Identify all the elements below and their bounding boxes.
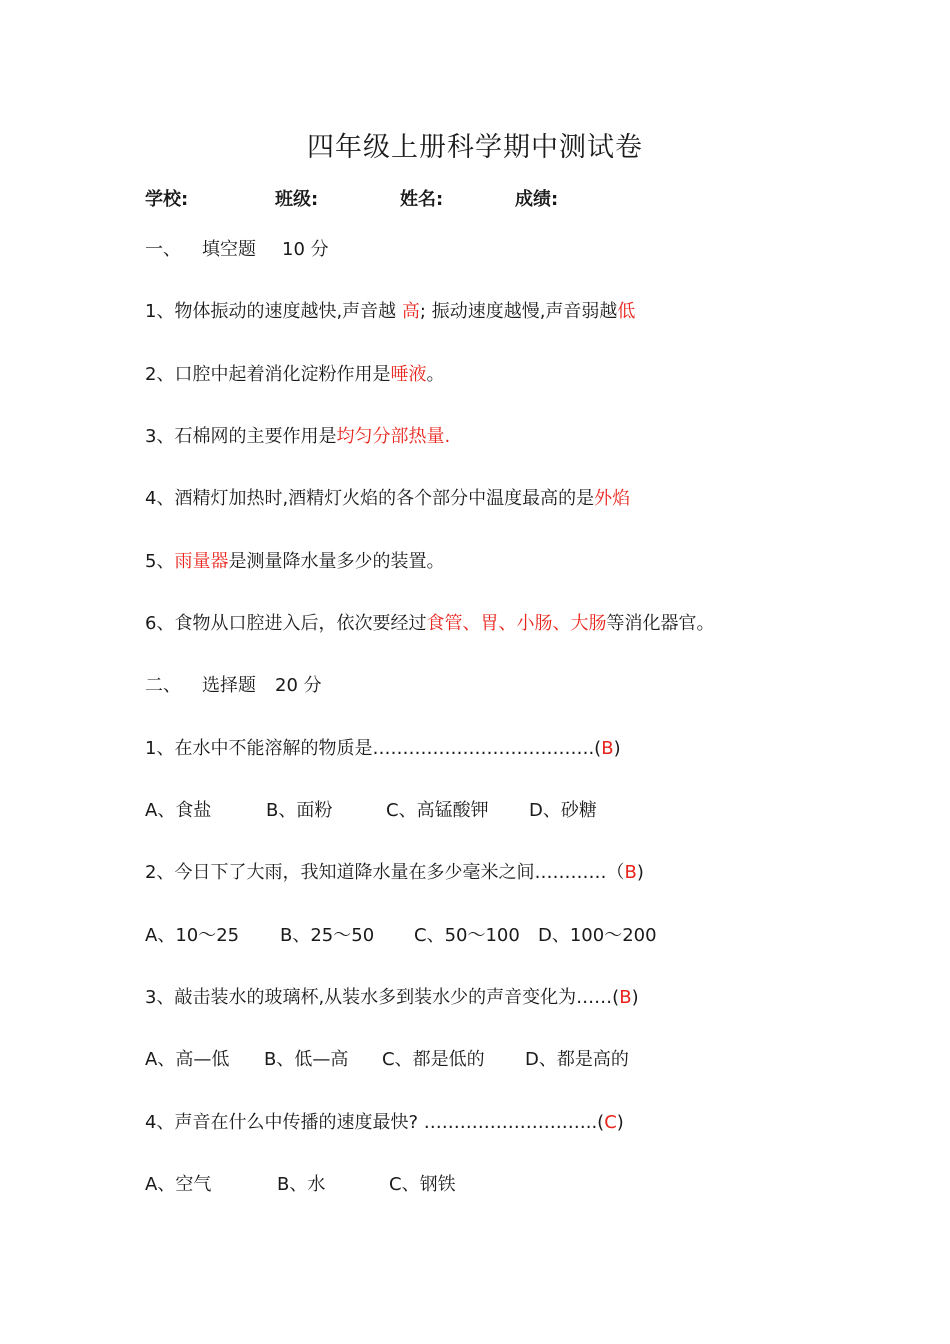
- answer-letter: C: [604, 1112, 617, 1133]
- option-b: B、面粉: [266, 800, 333, 821]
- option-c: C、钢铁: [389, 1174, 456, 1195]
- choice-question: 4、声音在什么中传播的速度最快? ………………………..(C): [145, 1112, 624, 1133]
- answer-text: 低: [617, 301, 636, 322]
- option-b: B、25～50: [280, 925, 375, 946]
- answer-text: 唾液: [390, 364, 427, 385]
- score-field-label: 成绩:: [515, 189, 559, 210]
- option-a: A、高—低: [145, 1049, 230, 1070]
- section-heading-fill-blank: [145, 236, 545, 264]
- section-name: 选择题: [202, 675, 256, 696]
- fill-blank-item: 1、物体振动的速度越快,声音越 高; 振动速度越慢,声音弱越低: [145, 301, 636, 322]
- answer-letter: B: [624, 862, 637, 883]
- fill-blank-item: 5、雨量器是测量降水量多少的装置。: [145, 551, 445, 572]
- choice-question: 3、敲击装水的玻璃杯,从装水多到装水少的声音变化为……(B): [145, 987, 639, 1008]
- fill-blank-item: 2、口腔中起着消化淀粉作用是唾液。: [145, 364, 445, 385]
- answer-letter: B: [601, 738, 614, 759]
- option-a: A、空气: [145, 1174, 212, 1195]
- answer-text: 高: [401, 301, 420, 322]
- option-b: B、水: [277, 1174, 326, 1195]
- section-heading-multiple-choice: [145, 672, 545, 700]
- option-d: D、都是高的: [525, 1049, 629, 1070]
- answer-text: 外焰: [594, 488, 631, 509]
- name-field-label: 姓名:: [400, 189, 444, 210]
- choice-options: [145, 922, 845, 950]
- option-a: A、食盐: [145, 800, 212, 821]
- answer-text: 胃: [480, 613, 499, 634]
- answer-letter: B: [619, 987, 632, 1008]
- answer-text: 小肠、大肠: [516, 613, 607, 634]
- option-d: D、100～200: [538, 925, 657, 946]
- answer-text: 均匀分部热量.: [336, 426, 451, 447]
- choice-options: [145, 1046, 845, 1074]
- option-c: C、50～100: [414, 925, 520, 946]
- choice-question: 1、在水中不能溶解的物质是……………………………….(B): [145, 738, 621, 759]
- fill-blank-item: 3、石棉网的主要作用是均匀分部热量.: [145, 426, 451, 447]
- fill-blank-item: 4、酒精灯加热时,酒精灯火焰的各个部分中温度最高的是外焰: [145, 488, 631, 509]
- choice-question: 2、今日下了大雨，我知道降水量在多少毫米之间…………（B): [145, 862, 644, 883]
- option-c: C、都是低的: [382, 1049, 485, 1070]
- class-field-label: 班级:: [275, 189, 319, 210]
- page-title: 四年级上册科学期中测试卷: [307, 132, 643, 163]
- answer-text: 雨量器: [174, 551, 229, 572]
- choice-options: [145, 797, 845, 825]
- school-field-label: 学校:: [145, 189, 189, 210]
- section-name: 填空题: [202, 239, 256, 260]
- option-a: A、10～25: [145, 925, 240, 946]
- header-fields: [145, 186, 845, 214]
- section-score: 20 分: [275, 675, 322, 696]
- section-score: 10 分: [282, 239, 329, 260]
- option-b: B、低—高: [264, 1049, 349, 1070]
- fill-blank-item: 6、食物从口腔进入后，依次要经过食管、胃、小肠、大肠等消化器官。: [145, 613, 715, 634]
- section-number: 二、: [145, 675, 181, 696]
- choice-options: [145, 1171, 845, 1199]
- option-c: C、高锰酸钾: [386, 800, 489, 821]
- section-number: 一、: [145, 239, 181, 260]
- answer-text: 食管: [426, 613, 463, 634]
- option-d: D、砂糖: [529, 800, 597, 821]
